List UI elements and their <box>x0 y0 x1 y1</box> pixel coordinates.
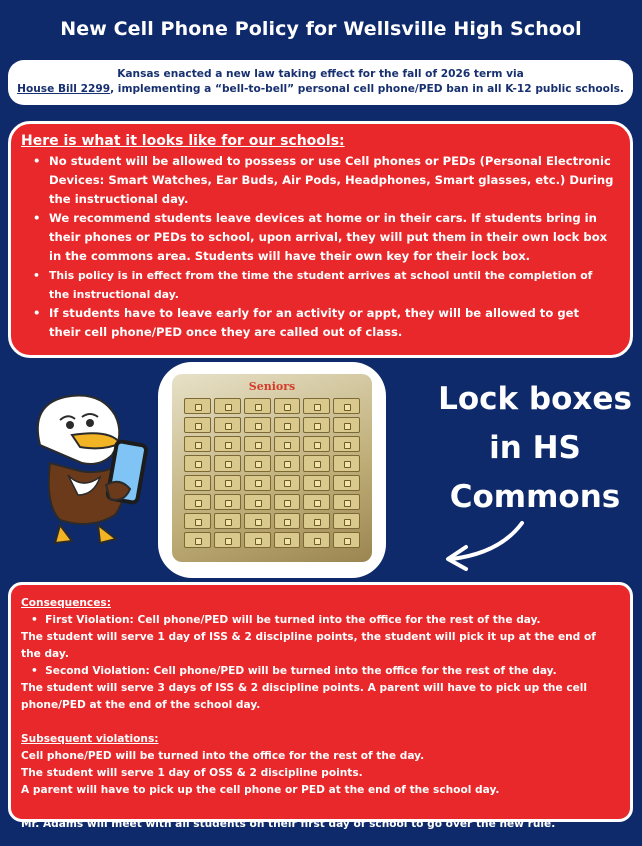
consequences-heading: Consequences: <box>21 597 111 609</box>
list-item: • No student will be allowed to possess or use Cell phones or PEDs (Personal Electronic Devices: Smart Watches, Ear Buds, Air Pods, Headphones, Smart glasses, etc.) During the instructional day. <box>31 152 614 209</box>
lockbox-sign: Seniors <box>248 380 296 393</box>
policy-details-box <box>8 121 633 358</box>
lockbox-callout <box>430 375 640 522</box>
arrow-left-icon <box>440 515 530 575</box>
details-heading: Here is what it looks like for our schools: <box>21 133 345 149</box>
list-item: • If students have to leave early for an activity or appt, they will be allowed to get their cell phone/PED once they are called out of class. <box>31 304 614 342</box>
intro-text: Kansas enacted a new law taking effect for the fall of 2026 term via <box>117 68 524 80</box>
page-title: New Cell Phone Policy for Wellsville High School <box>60 18 582 40</box>
consequences-box <box>8 582 633 830</box>
list-item: • We recommend students leave devices at home or in their cars. If students bring in their phones or PEDs to school, upon arrival, they will put them in their own lock box in the commons area. Students will have their own key for their lock box. <box>31 209 614 266</box>
callout-line: Lock boxes <box>438 381 632 417</box>
lockbox-photo <box>158 362 386 578</box>
subsequent-line: The student will serve 1 day of OSS & 2 discipline points. <box>21 767 363 779</box>
lockbox-cabinet <box>172 374 372 562</box>
callout-line: in HS <box>489 430 581 466</box>
eagle-mascot-icon <box>20 385 160 550</box>
intro-text-after: , implementing a “bell-to-bell” personal cell phone/PED ban in all K-12 public schools. <box>110 83 624 95</box>
callout-line: Commons <box>449 479 621 515</box>
subsequent-line: Cell phone/PED will be turned into the office for the rest of the day. <box>21 750 425 762</box>
list-item: • This policy is in effect from the time the student arrives at school until the completion of the instructional day. <box>31 266 614 304</box>
second-penalty: The student will serve 3 days of ISS & 2 discipline points. A parent will have to pick up the cell phone/PED at the end of the school day. <box>21 682 588 711</box>
details-list <box>21 152 614 342</box>
subsequent-heading: Subsequent violations: <box>21 733 159 745</box>
subsequent-line: A parent will have to pick up the cell phone or PED at the end of the school day. <box>21 784 500 796</box>
closing-note: Mr. Adams will meet with all students on their first day of school to go over the new rule. <box>21 818 556 830</box>
first-violation: • First Violation: Cell phone/PED will be turned into the office for the rest of the day. <box>21 612 618 629</box>
intro-box <box>8 60 633 105</box>
lockbox-grid <box>184 398 360 548</box>
first-penalty: The student will serve 1 day of ISS & 2 discipline points, the student will pick it up at the end of the day. <box>21 631 596 660</box>
second-violation: • Second Violation: Cell phone/PED will be turned into the office for the rest of the day. <box>21 663 618 680</box>
house-bill-link[interactable]: House Bill 2299 <box>17 83 111 95</box>
